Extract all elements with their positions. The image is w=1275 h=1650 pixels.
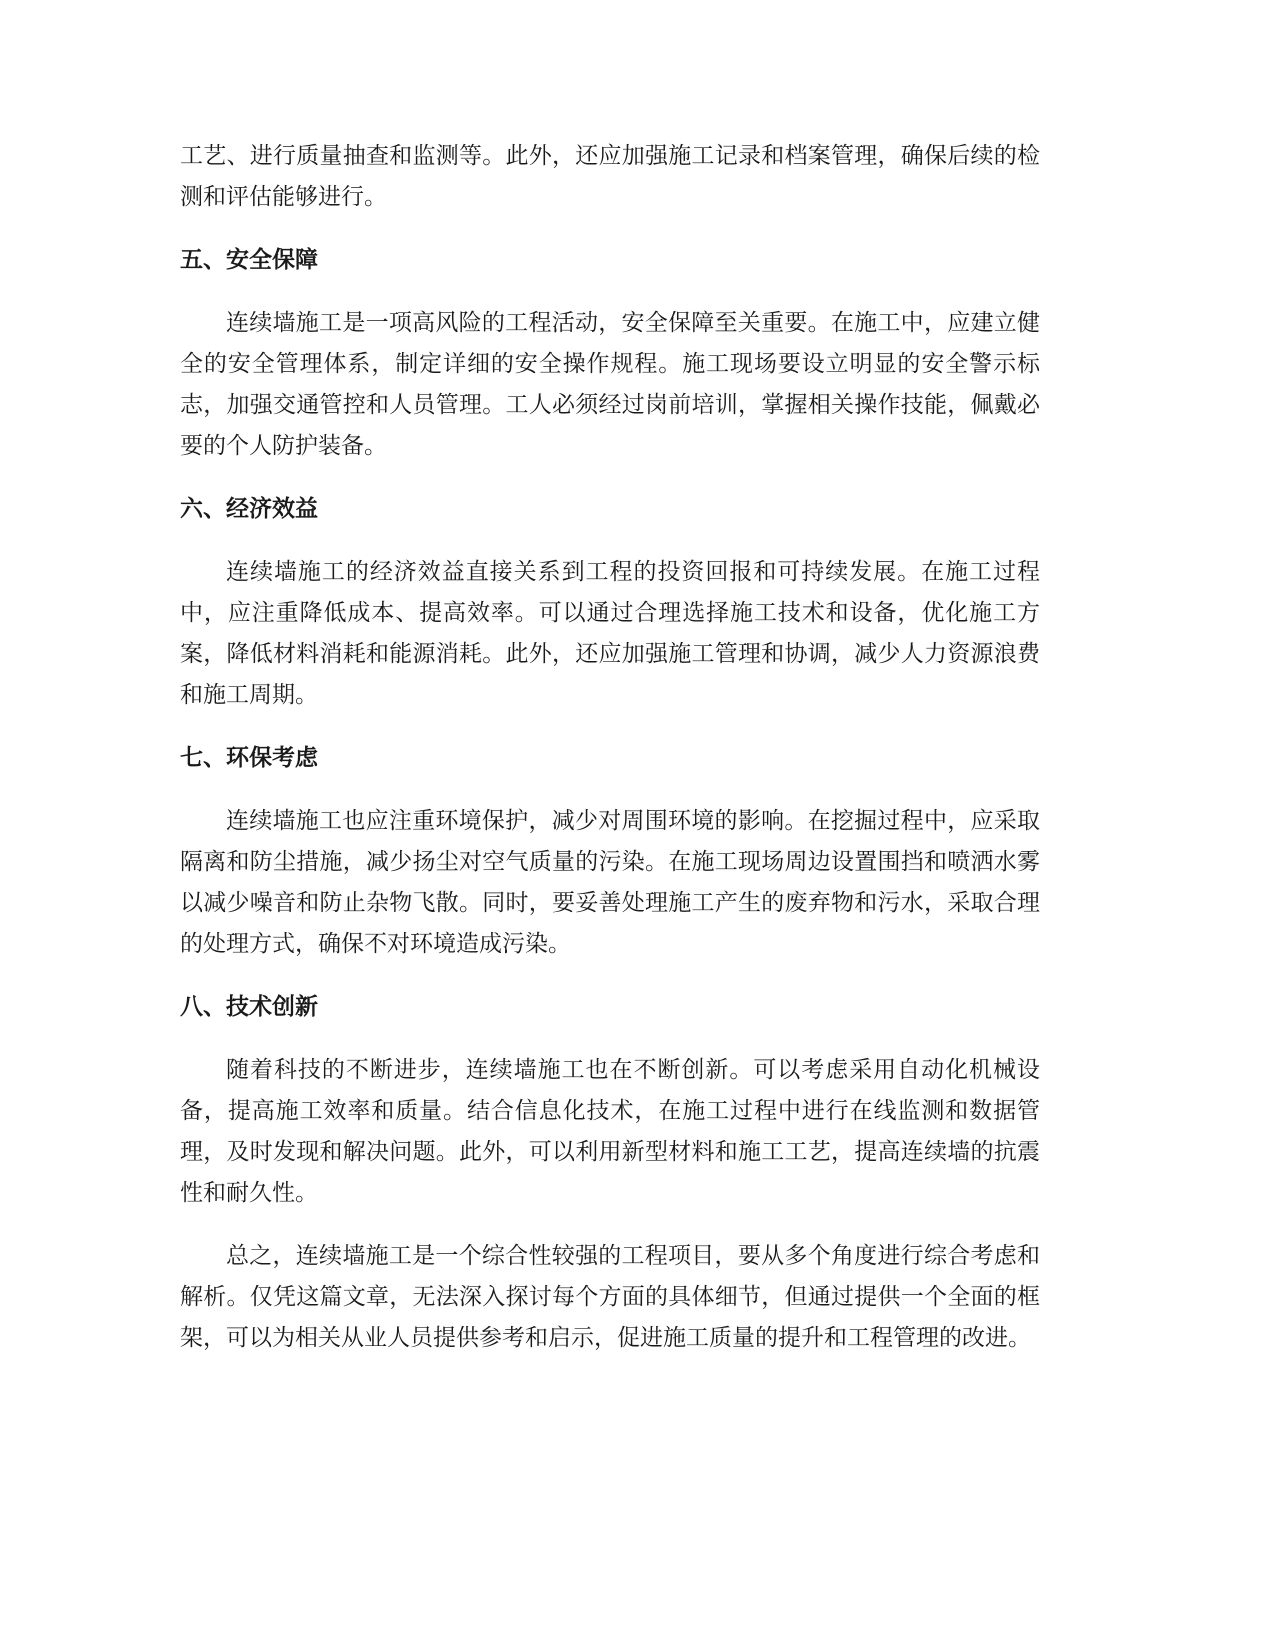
section-heading-safety: 五、安全保障	[180, 247, 318, 273]
section-body-economy: 连续墙施工的经济效益直接关系到工程的投资回报和可持续发展。在施工过程中，应注重降低成本、提高效率。可以通过合理选择施工技术和设备，优化施工方案，降低材料消耗和能源消耗。此外，还应加强施工管理和协调，减少人力资源浪费和施工周期。	[180, 559, 1040, 708]
section-heading-innovation: 八、技术创新	[180, 994, 318, 1020]
section-body-safety: 连续墙施工是一项高风险的工程活动，安全保障至关重要。在施工中，应建立健全的安全管理体系，制定详细的安全操作规程。施工现场要设立明显的安全警示标志，加强交通管控和人员管理。工人必须经过岗前培训，掌握相关操作技能，佩戴必要的个人防护装备。	[180, 310, 1040, 459]
section-body-environment: 连续墙施工也应注重环境保护，减少对周围环境的影响。在挖掘过程中，应采取隔离和防尘措施，减少扬尘对空气质量的污染。在施工现场周边设置围挡和喷洒水雾以减少噪音和防止杂物飞散。同时，要妥善处理施工产生的废弃物和污水，采取合理的处理方式，确保不对环境造成污染。	[180, 808, 1040, 957]
section-heading-environment: 七、环保考虑	[180, 745, 318, 771]
section-heading-economy: 六、经济效益	[180, 496, 318, 522]
intro-paragraph: 工艺、进行质量抽查和监测等。此外，还应加强施工记录和档案管理，确保后续的检测和评估能够进行。	[180, 143, 1040, 210]
conclusion-paragraph: 总之，连续墙施工是一个综合性较强的工程项目，要从多个角度进行综合考虑和解析。仅凭这篇文章，无法深入探讨每个方面的具体细节，但通过提供一个全面的框架，可以为相关从业人员提供参考和启示，促进施工质量的提升和工程管理的改进。	[180, 1243, 1040, 1351]
section-body-innovation: 随着科技的不断进步，连续墙施工也在不断创新。可以考虑采用自动化机械设备，提高施工效率和质量。结合信息化技术，在施工过程中进行在线监测和数据管理，及时发现和解决问题。此外，可以利用新型材料和施工工艺，提高连续墙的抗震性和耐久性。	[180, 1057, 1040, 1206]
document-page	[180, 136, 1040, 1359]
